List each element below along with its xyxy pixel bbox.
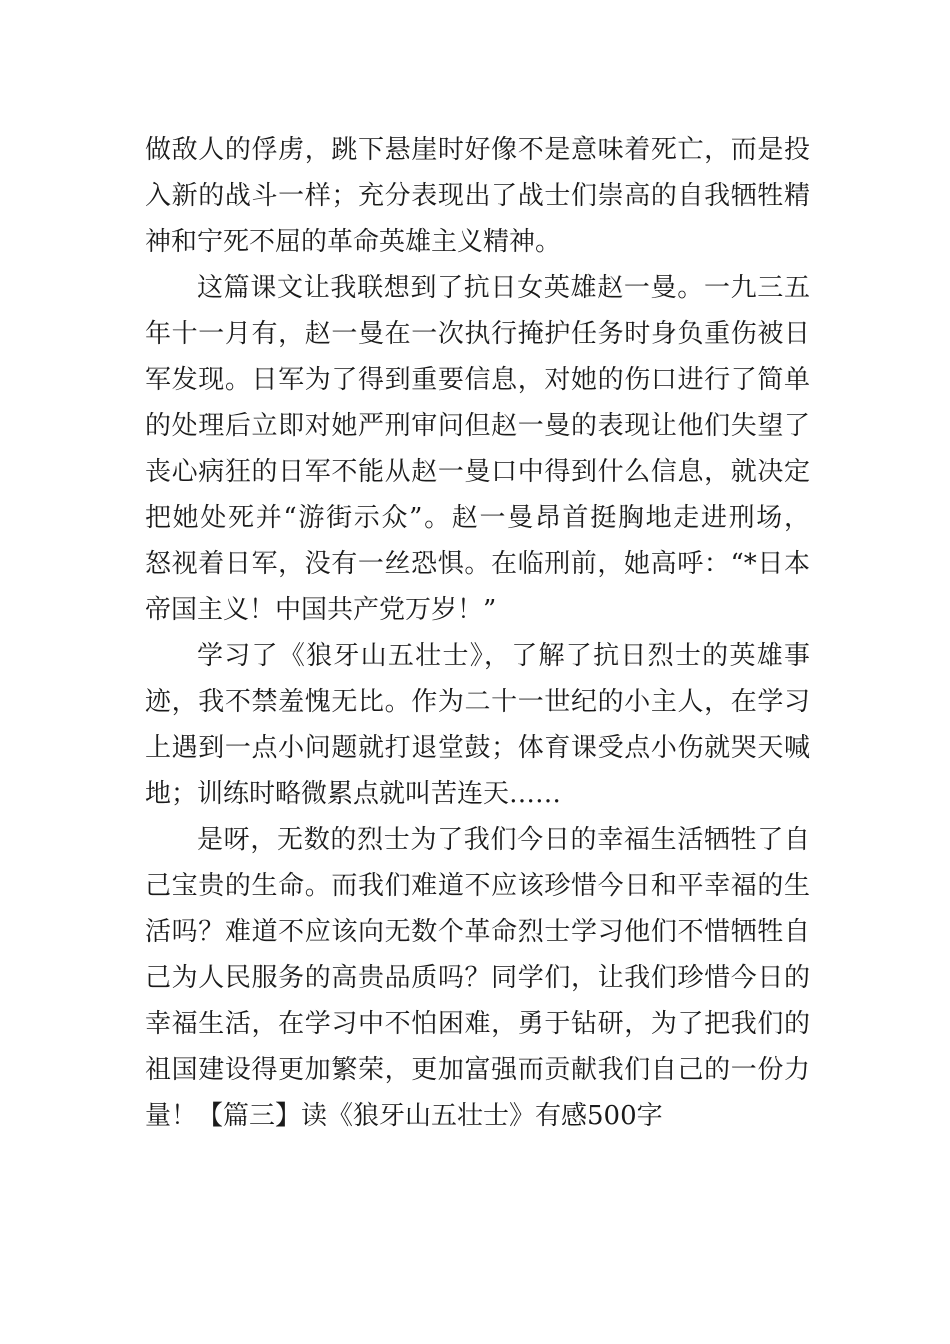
paragraph-line: 神和宁死不屈的革命英雄主义精神。 — [145, 227, 562, 257]
paragraph-line: 上遇到一点小问题就打退堂鼓；体育课受点小伤就哭天喊 — [145, 733, 810, 763]
paragraph-line: 怒视着日军，没有一丝恐惧。在临刑前，她高呼：“*日本 — [145, 549, 810, 579]
paragraph-line: 祖国建设得更加繁荣，更加富强而贡献我们自己的一份力 — [145, 1055, 810, 1085]
paragraph-line: 入新的战斗一样；充分表现出了战士们崇高的自我牺牲精 — [145, 181, 810, 211]
paragraph-line: 丧心病狂的日军不能从赵一曼口中得到什么信息，就决定 — [145, 457, 810, 487]
paragraph-line: 学习了《狼牙山五壮士》，了解了抗日烈士的英雄事 — [197, 641, 810, 671]
paragraph-line: 迹，我不禁羞愧无比。作为二十一世纪的小主人，在学习 — [145, 687, 810, 717]
paragraph-line: 帝国主义！中国共产党万岁！” — [145, 595, 497, 625]
paragraph-line: 活吗？难道不应该向无数个革命烈士学习他们不惜牺牲自 — [145, 917, 810, 947]
paragraph-line: 的处理后立即对她严刑审问但赵一曼的表现让他们失望了 — [145, 411, 810, 441]
paragraph-line: 地；训练时略微累点就叫苦连天…… — [145, 779, 562, 809]
paragraph-line: 己宝贵的生命。而我们难道不应该珍惜今日和平幸福的生 — [145, 871, 810, 901]
paragraph-line: 量！【篇三】读《狼牙山五壮士》有感500字 — [145, 1101, 663, 1131]
paragraph-line: 年十一月有，赵一曼在一次执行掩护任务时身负重伤被日 — [145, 319, 810, 349]
paragraph-line: 己为人民服务的高贵品质吗？同学们，让我们珍惜今日的 — [145, 963, 810, 993]
paragraph-line: 是呀，无数的烈士为了我们今日的幸福生活牺牲了自 — [197, 825, 810, 855]
paragraph-line: 幸福生活，在学习中不怕困难，勇于钻研，为了把我们的 — [145, 1009, 810, 1039]
document-body — [145, 127, 810, 1139]
paragraph-line: 做敌人的俘虏，跳下悬崖时好像不是意味着死亡，而是投 — [145, 135, 810, 165]
paragraph-line: 这篇课文让我联想到了抗日女英雄赵一曼。一九三五 — [197, 273, 810, 303]
paragraph-line: 军发现。日军为了得到重要信息，对她的伤口进行了简单 — [145, 365, 810, 395]
paragraph-line: 把她处死并“游街示众”。赵一曼昂首挺胸地走进刑场， — [145, 503, 810, 533]
